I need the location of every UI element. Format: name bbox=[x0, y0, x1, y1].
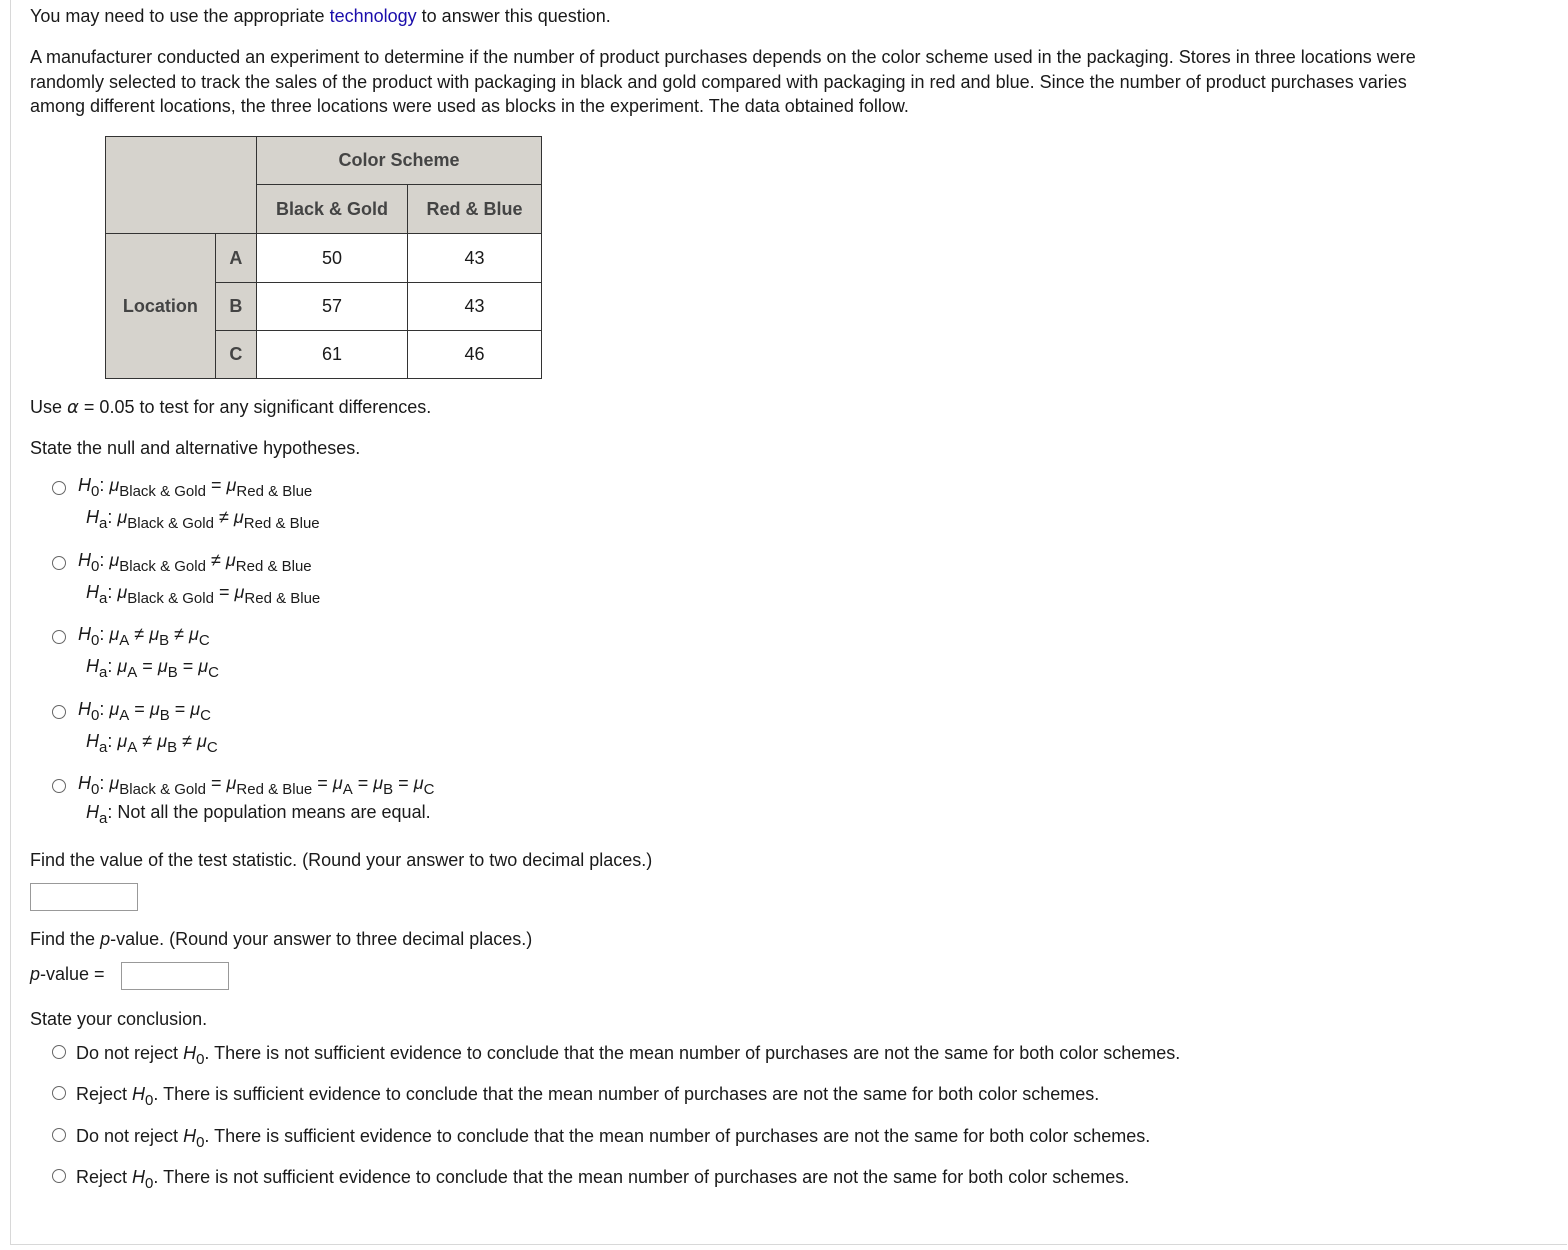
pvalue-label: p-value = bbox=[30, 964, 105, 984]
conclusion-option-2[interactable]: Reject $H_0$. There is sufficient evidence to conclude that the mean number of purchases are not the same for both color schemes. bbox=[52, 1084, 1099, 1109]
conclusion-option-4[interactable]: Reject $H_0$. There is not sufficient evidence to conclude that the mean number of purchases are not the same for both color schemes. bbox=[52, 1167, 1129, 1192]
color-scheme-header: Color Scheme bbox=[257, 137, 542, 185]
table-corner bbox=[106, 137, 257, 234]
table-cell: 43 bbox=[408, 283, 542, 331]
radio-button[interactable] bbox=[52, 630, 66, 644]
column-header: Black & Gold bbox=[257, 185, 408, 234]
test-statistic-input[interactable] bbox=[30, 883, 138, 911]
technology-link[interactable]: technology bbox=[329, 6, 417, 26]
conclusion-option-3[interactable]: Do not reject $H_0$. There is sufficient evidence to conclude that the mean number of purchases are not the same for both color schemes. bbox=[52, 1126, 1150, 1151]
data-table bbox=[105, 136, 542, 379]
location-header: Location bbox=[106, 234, 216, 379]
pvalue-prompt: Find the p-value. (Round your answer to three decimal places.) bbox=[30, 929, 533, 949]
column-header: Red & Blue bbox=[408, 185, 542, 234]
table-cell: 46 bbox=[408, 331, 542, 379]
pvalue-input[interactable] bbox=[121, 962, 229, 990]
table-cell: 61 bbox=[257, 331, 408, 379]
alpha-statement: Use α = 0.05 to test for any significant differences. bbox=[30, 397, 432, 418]
radio-button[interactable] bbox=[52, 1128, 66, 1142]
radio-button[interactable] bbox=[52, 779, 66, 793]
radio-button[interactable] bbox=[52, 556, 66, 570]
row-label: A bbox=[215, 234, 256, 283]
problem-line-3: among different locations, the three locations were used as blocks in the experiment. The data obtained follow. bbox=[30, 96, 909, 116]
table-cell: 57 bbox=[257, 283, 408, 331]
problem-line-1: A manufacturer conducted an experiment to determine if the number of product purchases depends on the color scheme used in the packaging. Stores in three locations were bbox=[30, 47, 1416, 67]
radio-button[interactable] bbox=[52, 1169, 66, 1183]
conclusion-prompt: State your conclusion. bbox=[30, 1009, 208, 1029]
table-cell: 50 bbox=[257, 234, 408, 283]
conclusion-option-1[interactable]: Do not reject $H_0$. There is not sufficient evidence to conclude that the mean number of purchases are not the same for both color schemes. bbox=[52, 1043, 1180, 1068]
row-label: C bbox=[215, 331, 256, 379]
hypotheses-prompt: State the null and alternative hypotheses. bbox=[30, 438, 361, 458]
radio-button[interactable] bbox=[52, 481, 66, 495]
radio-button[interactable] bbox=[52, 1045, 66, 1059]
row-label: B bbox=[215, 283, 256, 331]
radio-button[interactable] bbox=[52, 1086, 66, 1100]
test-statistic-prompt: Find the value of the test statistic. (Round your answer to two decimal places.) bbox=[30, 850, 653, 870]
intro-text: You may need to use the appropriate technology to answer this question. bbox=[30, 6, 611, 26]
radio-button[interactable] bbox=[52, 705, 66, 719]
table-cell: 43 bbox=[408, 234, 542, 283]
problem-line-2: randomly selected to track the sales of the product with packaging in black and gold compared with packaging in red and blue. Since the number of product purchases varies bbox=[30, 72, 1407, 92]
